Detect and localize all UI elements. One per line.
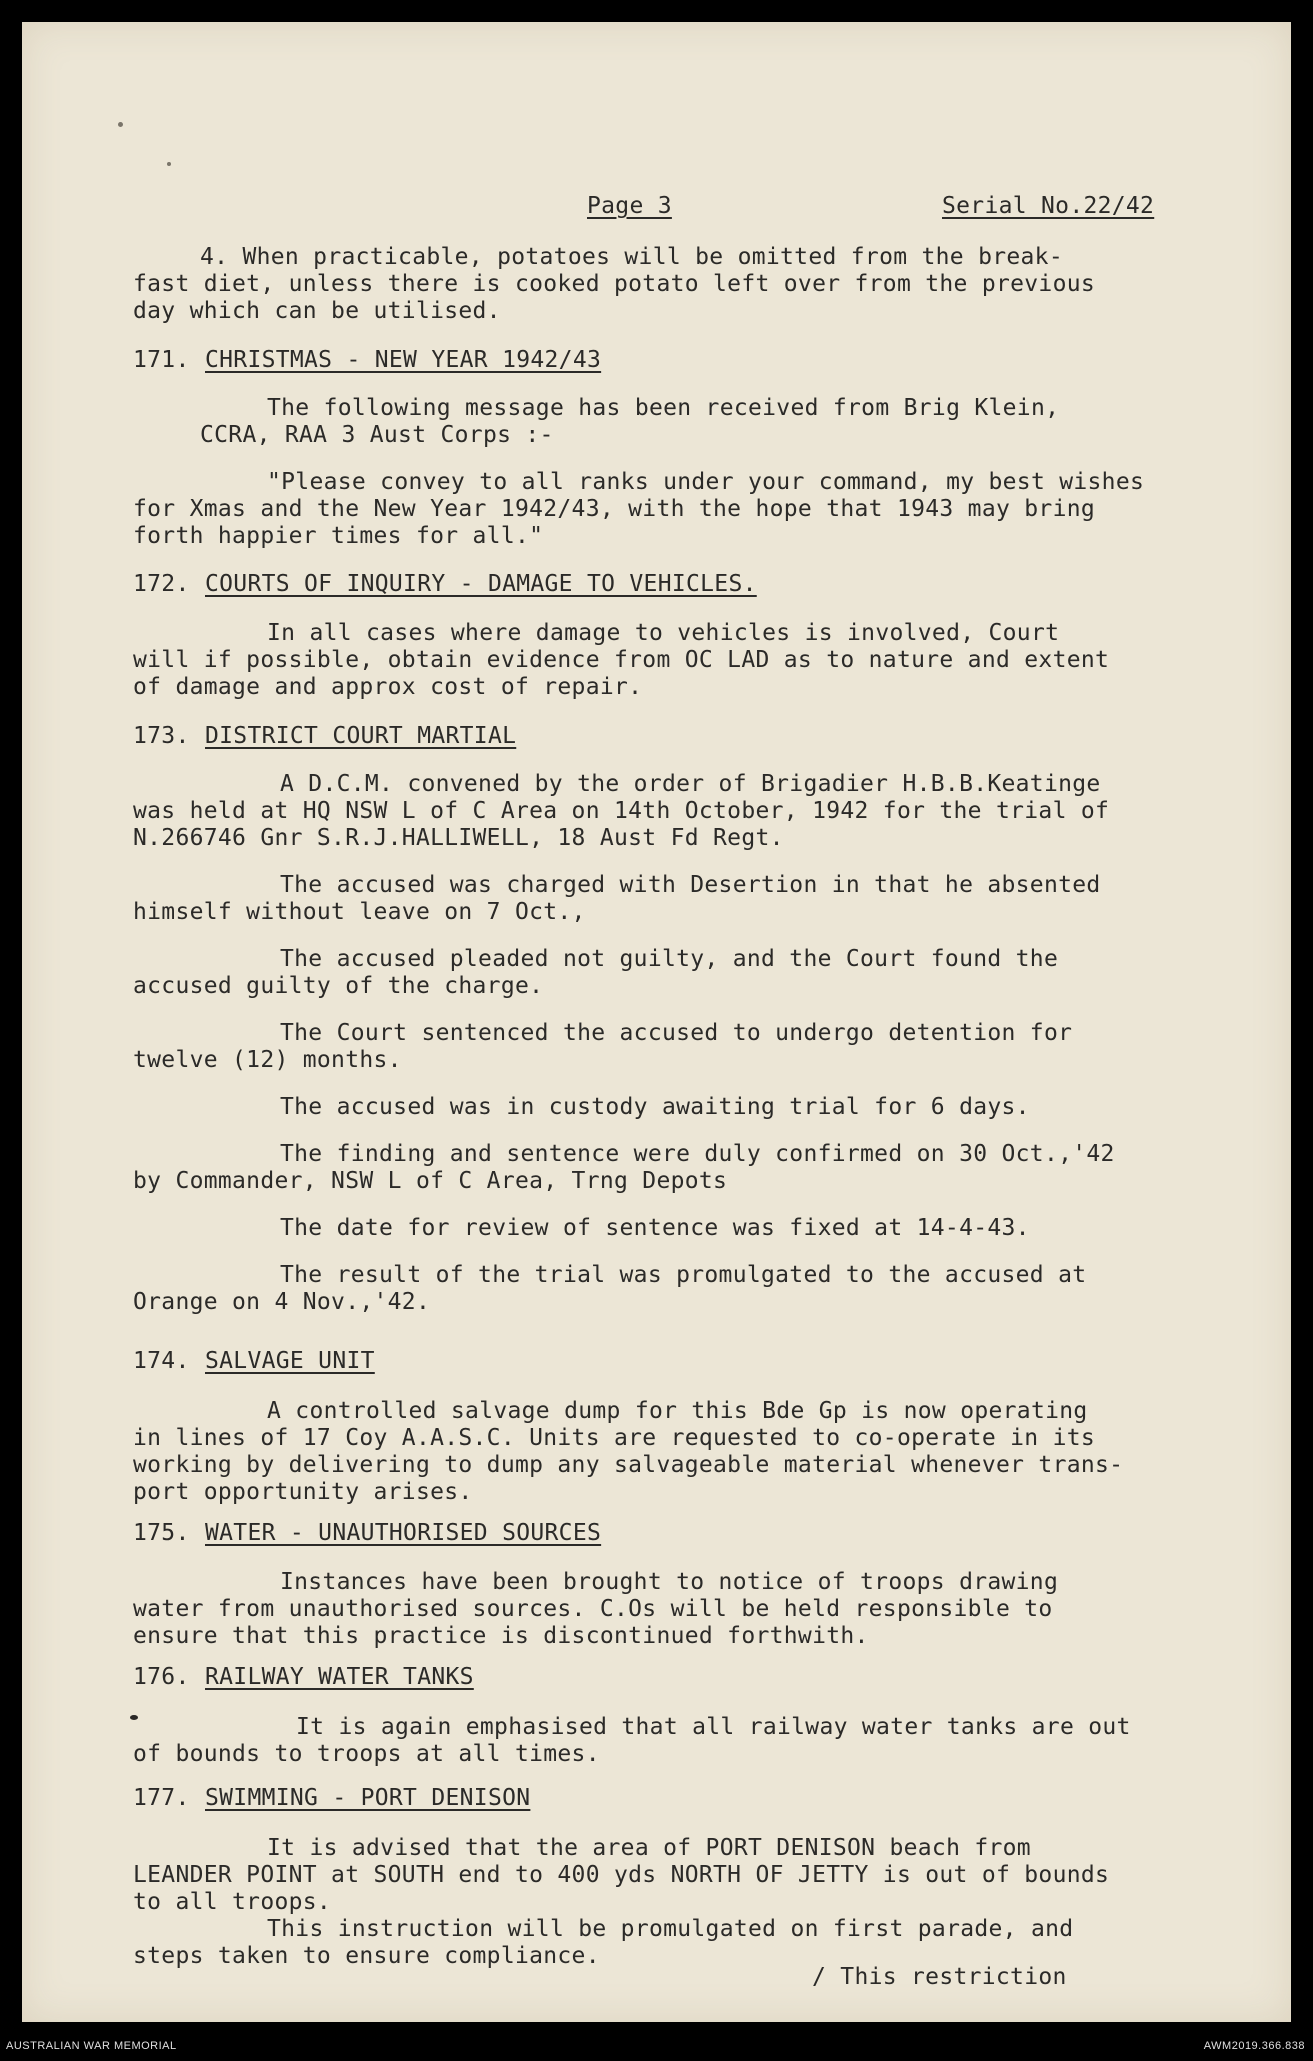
paragraph-line: steps taken to ensure compliance.	[133, 1943, 600, 1969]
section-title: DISTRICT COURT MARTIAL	[205, 723, 517, 749]
paragraph-line: twelve (12) months.	[133, 1047, 402, 1073]
paragraph-line: Orange on 4 Nov.,'42.	[133, 1289, 431, 1315]
paragraph-line: of bounds to troops at all times.	[133, 1741, 600, 1767]
paragraph-line: This instruction will be promulgated on first parade, and	[267, 1916, 1074, 1942]
page-number: Page 3	[587, 193, 672, 219]
paragraph-line: It is advised that the area of PORT DENISON beach from	[267, 1835, 1031, 1861]
paragraph-line: day which can be utilised.	[133, 298, 501, 324]
paragraph-line: 4. When practicable, potatoes will be omitted from the break-	[200, 244, 1063, 270]
paragraph-line: The accused was in custody awaiting trial for 6 days.	[280, 1094, 1030, 1120]
paragraph-line: The result of the trial was promulgated to the accused at	[280, 1262, 1087, 1288]
paragraph-line: will if possible, obtain evidence from OC LAD as to nature and extent	[133, 647, 1110, 673]
paper-blemish	[130, 1715, 138, 1720]
paragraph-line: The accused pleaded not guilty, and the Court found the	[280, 946, 1059, 972]
paragraph-line: to all troops.	[133, 1889, 332, 1915]
paper-blemish	[167, 162, 171, 166]
paragraph-line: In all cases where damage to vehicles is involved, Court	[267, 620, 1060, 646]
paragraph-line: forth happier times for all."	[133, 523, 544, 549]
paragraph-line: "Please convey to all ranks under your command, my best wishes	[267, 469, 1145, 495]
section-number: 176.	[133, 1664, 190, 1690]
section-title: COURTS OF INQUIRY - DAMAGE TO VEHICLES.	[205, 571, 757, 597]
section-title: RAILWAY WATER TANKS	[205, 1664, 474, 1690]
paragraph-line: The date for review of sentence was fixed at 14-4-43.	[280, 1215, 1030, 1241]
continuation-note: / This restriction	[812, 1964, 1067, 1990]
section-number: 172.	[133, 571, 190, 597]
paragraph-line: Instances have been brought to notice of troops drawing	[280, 1569, 1059, 1595]
section-number: 175.	[133, 1520, 190, 1546]
paragraph-line: fast diet, unless there is cooked potato left over from the previous	[133, 271, 1096, 297]
paragraph-line: of damage and approx cost of repair.	[133, 674, 643, 700]
paper-blemish	[118, 122, 123, 127]
paragraph-line: by Commander, NSW L of C Area, Trng Depots	[133, 1168, 728, 1194]
paragraph-line: It is again emphasised that all railway water tanks are out	[296, 1714, 1131, 1740]
paragraph-line: The following message has been received from Brig Klein,	[267, 395, 1060, 421]
paragraph-line: LEANDER POINT at SOUTH end to 400 yds NORTH OF JETTY is out of bounds	[133, 1862, 1110, 1888]
footer-accession-number: AWM2019.366.838	[1203, 2040, 1305, 2052]
paragraph-line: N.266746 Gnr S.R.J.HALLIWELL, 18 Aust Fd Regt.	[133, 825, 784, 851]
paragraph-line: water from unauthorised sources. C.Os will be held responsible to	[133, 1596, 1053, 1622]
section-title: SALVAGE UNIT	[205, 1348, 375, 1374]
paragraph-line: The finding and sentence were duly confirmed on 30 Oct.,'42	[280, 1141, 1115, 1167]
paragraph-line: A D.C.M. convened by the order of Brigadier H.B.B.Keatinge	[280, 771, 1101, 797]
paragraph-line: himself without leave on 7 Oct.,	[133, 899, 586, 925]
paragraph-line: was held at HQ NSW L of C Area on 14th October, 1942 for the trial of	[133, 798, 1110, 824]
paragraph-line: for Xmas and the New Year 1942/43, with the hope that 1943 may bring	[133, 496, 1096, 522]
paragraph-line: accused guilty of the charge.	[133, 973, 544, 999]
section-title: CHRISTMAS - NEW YEAR 1942/43	[205, 347, 602, 373]
paragraph-line: The Court sentenced the accused to undergo detention for	[280, 1020, 1073, 1046]
paragraph-line: ensure that this practice is discontinued forthwith.	[133, 1623, 869, 1649]
paragraph-line: CCRA, RAA 3 Aust Corps :-	[200, 422, 554, 448]
serial-number: Serial No.22/42	[942, 193, 1155, 219]
paragraph-line: The accused was charged with Desertion in that he absented	[280, 872, 1101, 898]
section-number: 171.	[133, 347, 190, 373]
paragraph-line: port opportunity arises.	[133, 1479, 473, 1505]
paragraph-line: A controlled salvage dump for this Bde Gp is now operating	[267, 1398, 1088, 1424]
section-title: WATER - UNAUTHORISED SOURCES	[205, 1520, 602, 1546]
section-title: SWIMMING - PORT DENISON	[205, 1785, 531, 1811]
paragraph-line: working by delivering to dump any salvageable material whenever trans-	[133, 1452, 1124, 1478]
section-number: 173.	[133, 723, 190, 749]
section-number: 177.	[133, 1785, 190, 1811]
paragraph-line: in lines of 17 Coy A.A.S.C. Units are requested to co-operate in its	[133, 1425, 1096, 1451]
footer-institution: AUSTRALIAN WAR MEMORIAL	[6, 2040, 177, 2052]
section-number: 174.	[133, 1348, 190, 1374]
